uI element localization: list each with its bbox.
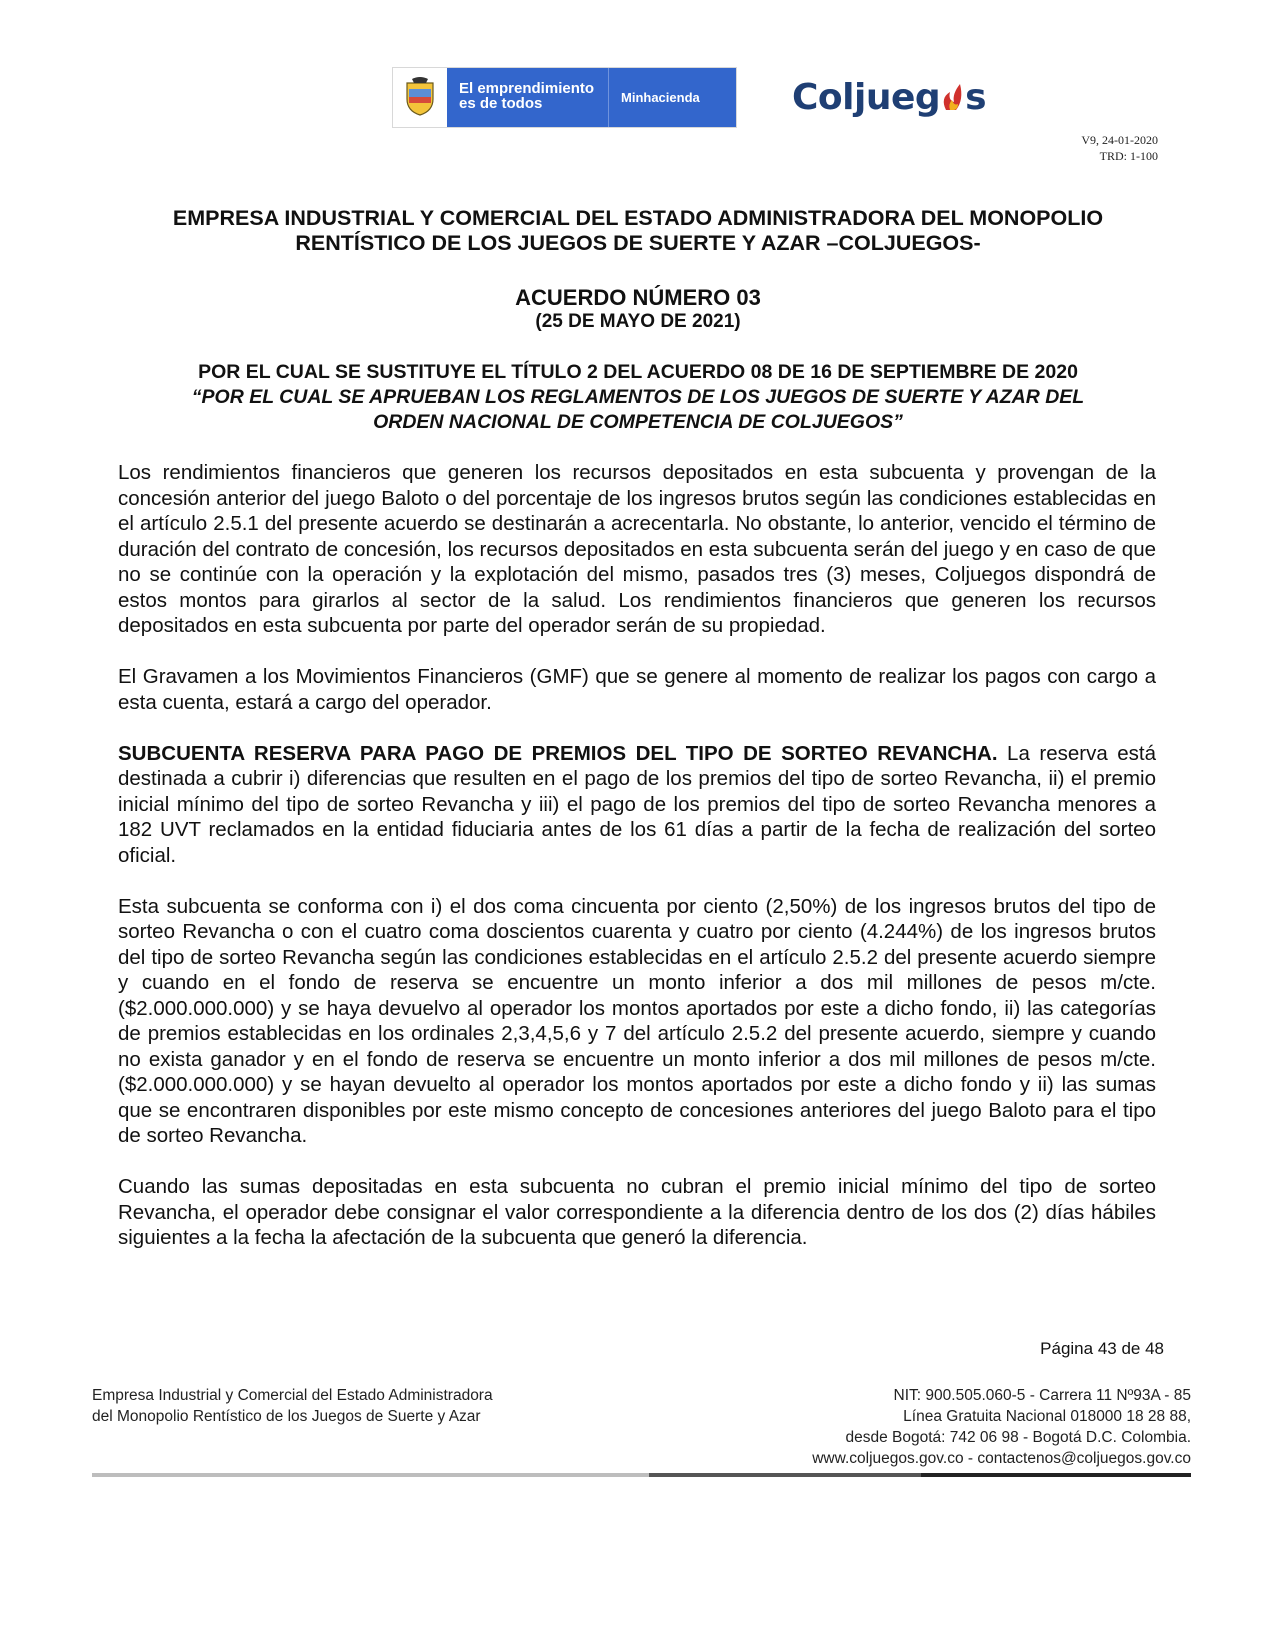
coat-of-arms-icon [393,68,447,125]
paragraph-gmf: El Gravamen a los Movimientos Financieros (GMF) que se genere al momento de realizar los pagos con cargo a esta cuenta, estará a cargo del operador. [118,665,1156,714]
subject-line2: “POR EL CUAL SE APRUEBAN LOS REGLAMENTOS DE LOS JUEGOS DE SUERTE Y AZAR DEL [191,386,1085,408]
subject-line1: POR EL CUAL SE SUSTITUYE EL TÍTULO 2 DEL ACUERDO 08 DE 16 DE SEPTIEMBRE DE 2020 [198,361,1078,383]
flame-icon [940,82,964,112]
footer-contact [812,1385,1191,1469]
gov-slogan-line2: es de todos [459,95,543,112]
footer-phone: Línea Gratuita Nacional 018000 18 28 88, [903,1408,1191,1425]
version-date: V9, 24-01-2020 [1081,133,1158,147]
document-body [118,460,1156,1276]
paragraph-conformacion: Esta subcuenta se conforma con i) el dos coma cincuenta por ciento (2,50%) de los ingresos brutos del tipo de sorteo Revancha o con el cuatro coma doscientos cuarenta y cuatro por ciento (4.244%) de los ingresos brutos del tipo de sorteo Revancha según las condiciones establecidas en el artículo 2.5.2 del presente acuerdo siempre y cuando en el fondo de reserva se encuentre un monto inferior a dos mil millones de pesos m/cte. ($2.000.000.000) y se haya devuelvo al operador los montos aportados por este a dicho fondo, ii) las categorías de premios establecidas en los ordinales 2,3,4,5,6 y 7 del artículo 2.5.2 del presente acuerdo, siempre y cuando no exista ganador y en el fondo de reserva se encuentre un monto inferior a dos mil millones de pesos m/cte. ($2.000.000.000) y se hayan devuelto al operador los montos aportados por este a dicho fondo y ii) las sumas que se encontraren disponibles por este mismo concepto de concesiones anteriores del juego Baloto para el tipo de sorteo Revancha. [118,894,1156,1147]
section-heading: SUBCUENTA RESERVA PARA PAGO DE PREMIOS DEL TIPO DE SORTEO REVANCHA. [118,741,998,765]
page-number: Página 43 de 48 [1040,1339,1164,1358]
subject-line3: ORDEN NACIONAL DE COMPETENCIA DE COLJUEGOS” [373,411,903,433]
document-version [1081,132,1158,164]
footer-nit-address: NIT: 900.505.060-5 - Carrera 11 Nº93A - 85 [893,1387,1191,1404]
gov-slogan [447,68,608,127]
paragraph-rendimientos: Los rendimientos financieros que generen los recursos depositados en esta subcuenta y provengan de la concesión anterior del juego Baloto o del porcentaje de los ingresos brutos según las condiciones establecidas en el artículo 2.5.1 del presente acuerdo se destinarán a acrecentarla. No obstante, lo anterior, vencido el término de duración del contrato de concesión, los recursos depositados en esta subcuenta serán del juego y en caso de que no se continúe con la operación y la explotación del mismo, pasados tres (3) meses, Coljuegos dispondrá de estos montos para girarlos al sector de la salud. Los rendimientos financieros que generen los recursos depositados en esta subcuenta por parte del operador serán de su propiedad. [118,461,1156,637]
coljuegos-logo [792,72,986,122]
coljuegos-logo-text-a: Coljueg [792,76,941,118]
gov-slogan-line1: El emprendimiento [459,80,595,97]
trd-code: TRD: 1-100 [1099,149,1158,163]
ministry-label: Minhacienda [608,68,736,127]
entity-title-line1: EMPRESA INDUSTRIAL Y COMERCIAL DEL ESTADO ADMINISTRADORA DEL MONOPOLIO [172,206,1104,230]
paragraph-subcuenta-revancha-text: La reserva está destinada a cubrir i) diferencias que resulten en el pago de los premios del tipo de sorteo Revancha, ii) el premio inicial mínimo del tipo de sorteo Revancha y iii) el pago de los premios del tipo de sorteo Revancha menores a 182 UVT reclamados en la entidad fiduciaria antes de los 61 días a partir de la fecha de realización del sorteo oficial. [118,741,1156,867]
footer-entity [92,1385,493,1427]
agreement-subject [112,360,1164,435]
footer-entity-line1: Empresa Industrial y Comercial del Estado Administradora [92,1387,493,1404]
coljuegos-logo-text-b: s [965,76,987,118]
footer-bogota-phone: desde Bogotá: 742 06 98 - Bogotá D.C. Colombia. [845,1429,1191,1446]
entity-title [112,206,1164,256]
footer-entity-line2: del Monopolio Rentístico de los Juegos de Suerte y Azar [92,1408,481,1425]
footer-web-email[interactable]: www.coljuegos.gov.co - contactenos@coljuegos.gov.co [812,1450,1191,1467]
paragraph-premio-inicial: Cuando las sumas depositadas en esta subcuenta no cubran el premio inicial mínimo del tipo de sorteo Revancha, el operador debe consignar el valor correspondiente a la diferencia dentro de los dos (2) días hábiles siguientes a la fecha la afectación de la subcuenta que generó la diferencia. [118,1175,1156,1249]
entity-title-line2: RENTÍSTICO DE LOS JUEGOS DE SUERTE Y AZAR –COLJUEGOS- [295,231,981,255]
agreement-date: (25 DE MAYO DE 2021) [535,311,741,332]
footer-divider [92,1473,1191,1477]
agreement-number: ACUERDO NÚMERO 03 [515,285,761,310]
gobierno-logo [392,67,737,128]
paragraph-subcuenta-revancha [118,741,1156,869]
